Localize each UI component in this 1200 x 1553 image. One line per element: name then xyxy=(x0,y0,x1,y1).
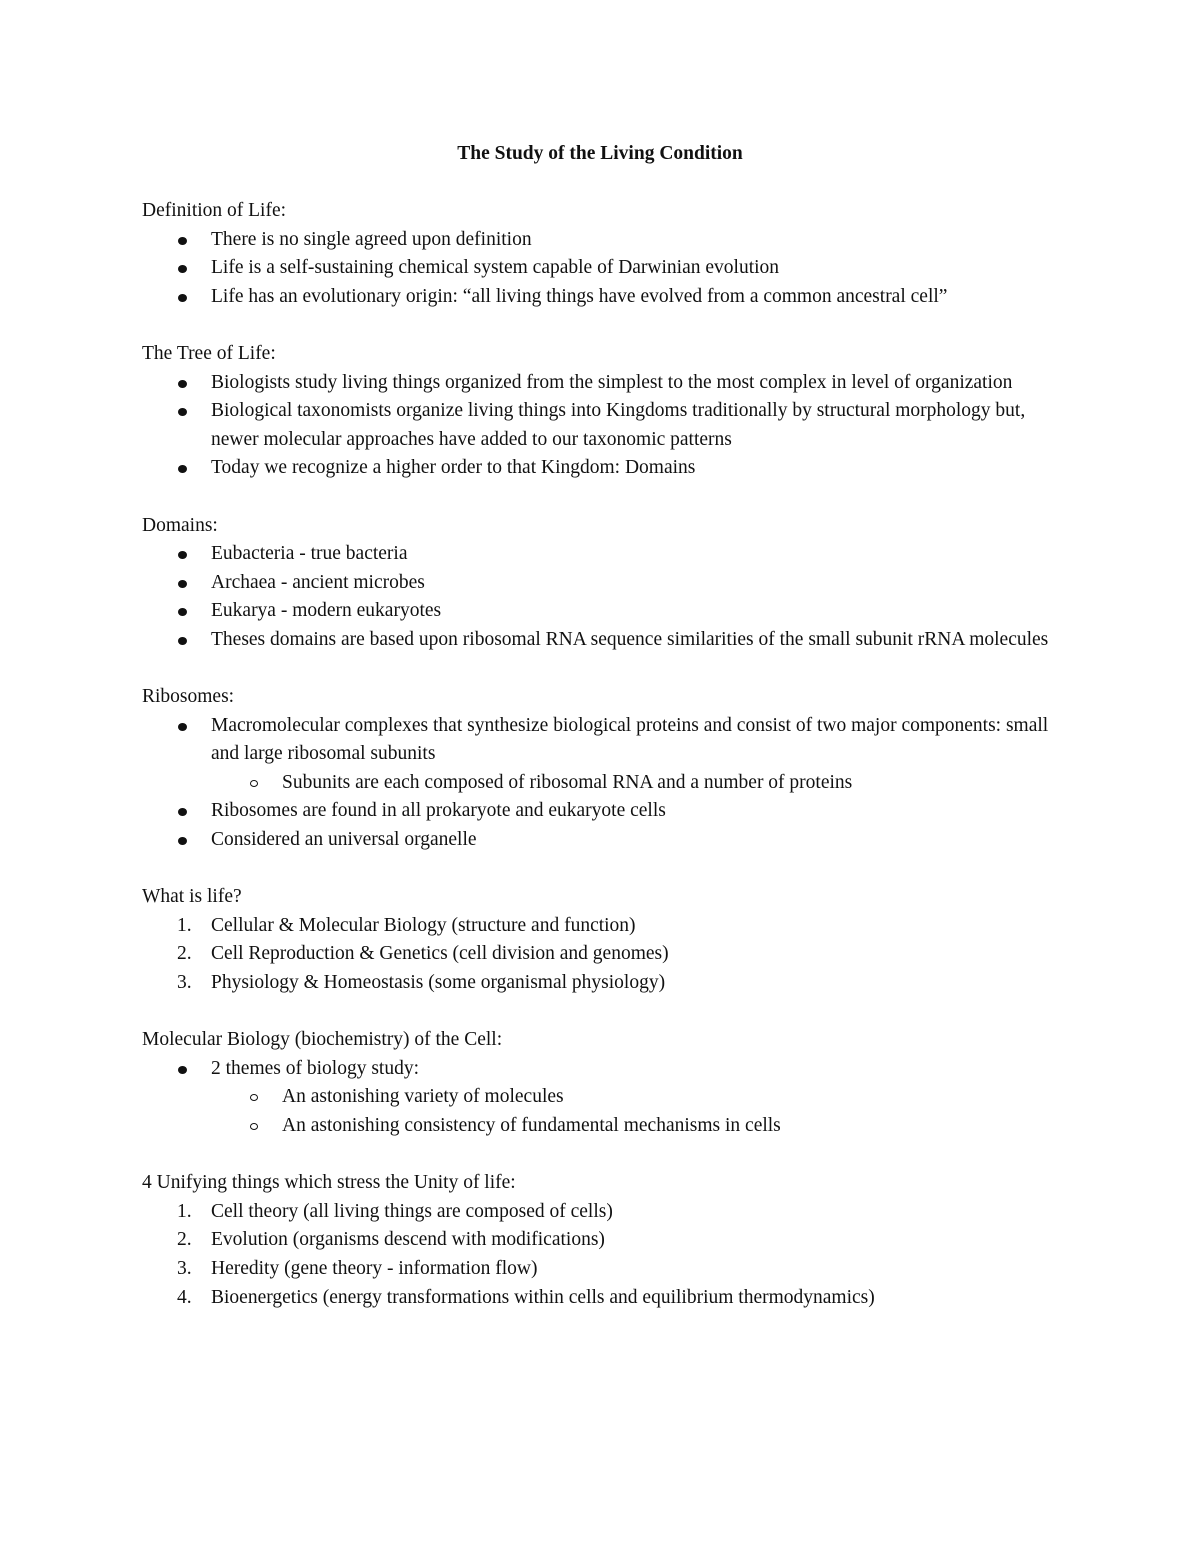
list-item-text: Eukarya - modern eukaryotes xyxy=(211,600,442,622)
bullet-list xyxy=(142,712,1062,855)
list-item xyxy=(142,569,1062,598)
bullet-icon xyxy=(178,551,187,559)
list-item-text: Cell theory (all living things are composed of cells) xyxy=(211,1200,613,1222)
list-item xyxy=(142,1198,1062,1227)
document-title: The Study of the Living Condition xyxy=(457,143,743,164)
bullet-icon xyxy=(178,465,187,473)
bullet-icon xyxy=(178,608,187,616)
bullet-icon xyxy=(178,580,187,588)
section-what-is-life xyxy=(142,883,1062,997)
section-ribosomes xyxy=(142,683,1062,855)
list-item xyxy=(142,1255,1062,1284)
bullet-icon xyxy=(178,1066,187,1074)
bullet-icon xyxy=(178,408,187,416)
list-item xyxy=(142,397,1062,454)
section-definition-of-life xyxy=(142,197,1062,311)
hollow-bullet-icon xyxy=(250,1094,258,1101)
list-item xyxy=(142,940,1062,969)
list-item xyxy=(142,540,1062,569)
list-number: 4. xyxy=(177,1286,192,1308)
list-item xyxy=(142,712,1062,769)
section-heading: Definition of Life: xyxy=(142,200,287,221)
list-item xyxy=(142,626,1062,655)
section-heading: 4 Unifying things which stress the Unity of life: xyxy=(142,1172,516,1194)
section-heading: Domains: xyxy=(142,514,218,536)
list-item-text: Ribosomes are found in all prokaryote and eukaryote cells xyxy=(211,800,666,822)
list-item-text: Today we recognize a higher order to that Kingdom: Domains xyxy=(211,457,696,479)
bullet-icon xyxy=(178,380,187,388)
list-item xyxy=(142,826,1062,855)
list-item-text: Biologists study living things organized from the simplest to the most complex in level of organization xyxy=(211,371,1013,393)
list-number: 3. xyxy=(177,1257,192,1279)
section-heading: The Tree of Life: xyxy=(142,342,276,364)
section-heading: Molecular Biology (biochemistry) of the Cell: xyxy=(142,1029,503,1051)
list-item-text: Physiology & Homeostasis (some organismal physiology) xyxy=(211,972,666,994)
list-item xyxy=(142,454,1062,483)
section-domains xyxy=(142,512,1062,655)
list-number: 1. xyxy=(177,1200,192,1222)
list-item-text: Life is a self-sustaining chemical system capable of Darwinian evolution xyxy=(211,257,780,279)
bullet-list xyxy=(142,540,1062,654)
list-item xyxy=(142,597,1062,626)
bullet-icon xyxy=(178,837,187,845)
section-heading: Ribosomes: xyxy=(142,686,235,708)
numbered-list xyxy=(142,912,1062,998)
sub-list-item-text: An astonishing variety of molecules xyxy=(282,1086,564,1108)
list-item-text: Eubacteria - true bacteria xyxy=(211,543,408,565)
list-number: 3. xyxy=(177,972,192,994)
bullet-list xyxy=(142,369,1062,483)
list-item xyxy=(142,1226,1062,1255)
bullet-icon xyxy=(178,723,187,731)
section-molecular-biology xyxy=(142,1026,1062,1140)
numbered-list xyxy=(142,1198,1062,1312)
bullet-icon xyxy=(178,265,187,273)
bullet-icon xyxy=(178,237,187,245)
document-body xyxy=(142,197,1062,1341)
section-unifying-things xyxy=(142,1169,1062,1312)
list-item xyxy=(142,283,1062,312)
bullet-icon xyxy=(178,637,187,645)
list-number: 1. xyxy=(177,914,192,936)
list-item xyxy=(142,369,1062,398)
hollow-bullet-icon xyxy=(250,780,258,787)
bullet-list xyxy=(142,226,1062,312)
list-item xyxy=(142,969,1062,998)
list-item-text: Biological taxonomists organize living things into Kingdoms traditionally by structural morphology but, newer molecular approaches have added to our taxonomic patterns xyxy=(211,400,1026,450)
list-item xyxy=(142,226,1062,255)
list-item xyxy=(142,797,1062,826)
list-item xyxy=(142,254,1062,283)
list-number: 2. xyxy=(177,1229,192,1251)
list-item-text: Considered an universal organelle xyxy=(211,829,477,851)
bullet-icon xyxy=(178,808,187,816)
list-item-text: Life has an evolutionary origin: “all living things have evolved from a common ancestral cell” xyxy=(211,285,948,307)
list-item xyxy=(142,912,1062,941)
list-item-text: Archaea - ancient microbes xyxy=(211,571,425,593)
list-item xyxy=(142,1284,1062,1313)
list-item-text: Evolution (organisms descend with modifications) xyxy=(211,1229,605,1251)
sub-list-item xyxy=(142,1112,1062,1141)
sub-list-item xyxy=(142,1083,1062,1112)
list-item-text: Theses domains are based upon ribosomal RNA sequence similarities of the small subunit rRNA molecules xyxy=(211,628,1049,650)
bullet-list xyxy=(142,1055,1062,1141)
bullet-icon xyxy=(178,294,187,302)
list-item-text: Cell Reproduction & Genetics (cell division and genomes) xyxy=(211,943,669,965)
sub-list-item-text: Subunits are each composed of ribosomal RNA and a number of proteins xyxy=(282,771,853,793)
list-item-text: Bioenergetics (energy transformations within cells and equilibrium thermodynamics) xyxy=(211,1286,875,1308)
list-number: 2. xyxy=(177,943,192,965)
list-item-text: There is no single agreed upon definition xyxy=(211,228,532,250)
list-item-text: 2 themes of biology study: xyxy=(211,1057,419,1079)
list-item-text: Macromolecular complexes that synthesize biological proteins and consist of two major components: small and large ribosomal subunits xyxy=(211,714,1049,765)
list-item-text: Heredity (gene theory - information flow) xyxy=(211,1257,538,1279)
hollow-bullet-icon xyxy=(250,1123,258,1130)
sub-list-item xyxy=(142,769,1062,798)
section-heading: What is life? xyxy=(142,886,242,908)
section-tree-of-life xyxy=(142,340,1062,483)
list-item-text: Cellular & Molecular Biology (structure and function) xyxy=(211,914,636,936)
list-item xyxy=(142,1055,1062,1084)
sub-list-item-text: An astonishing consistency of fundamental mechanisms in cells xyxy=(282,1115,781,1136)
